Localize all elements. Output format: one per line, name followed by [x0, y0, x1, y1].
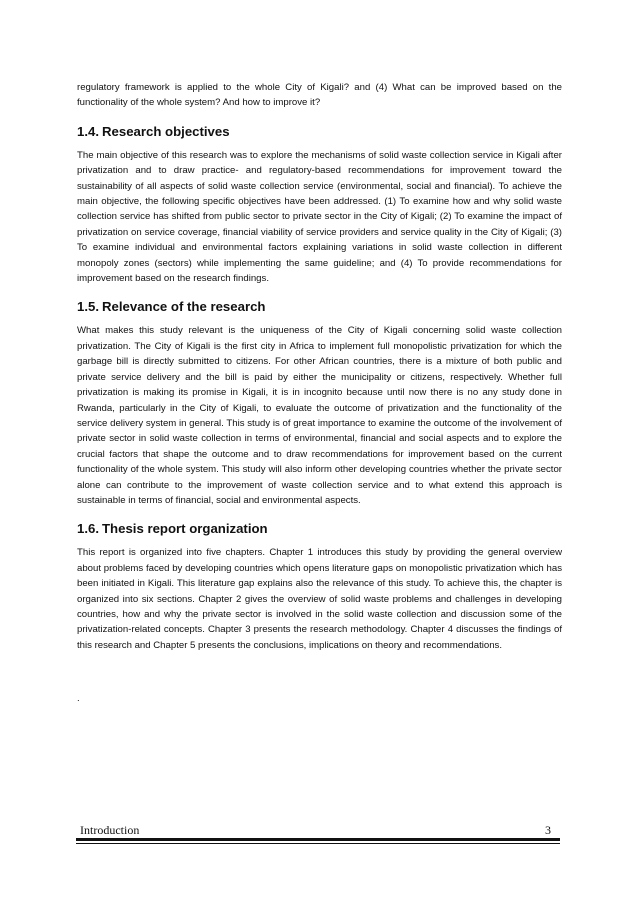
section-body-thesis-organization: This report is organized into five chapters. Chapter 1 introduces this study by providing the general overview about problems faced by developing countries which opens literature gaps on monopolistic privatization which has been initiated in Kigali. This literature gap explains also the relevance of this study. To achieve this, the chapter is organized into six sections. Chapter 2 gives the overview of solid waste problems and challenges in developing countries, how and why the private sector is involved in the solid waste collection and discussion some of the privatization-related concepts. Chapter 3 presents the research methodology. Chapter 4 discusses the findings of this research and Chapter 5 presents the conclusions, implications on theory and recommendations.: [77, 547, 562, 651]
section-number: 1.5.: [77, 299, 99, 315]
page-content: [77, 80, 562, 706]
section-title: Relevance of the research: [102, 299, 266, 315]
section-heading-relevance: [77, 299, 562, 315]
section-number: 1.4.: [77, 123, 99, 139]
section-body-relevance: What makes this study relevant is the uniqueness of the City of Kigali concerning solid waste collection privatization. The City of Kigali is the first city in Africa to implement full monopolistic privatization for which the garbage bill is directly submitted to citizens. For other African countries, there is a mixture of both public and private service delivery and the bill is paid by either the municipality or citizens, respectively. Whether full privatization is making its promise in Kigali, it is in incognito because until now there is no any study done in Rwanda, particularly in the City of Kigali, to evaluate the outcome of privatization and the functionality of the service delivery system in general. This study is of great importance to examine the outcome of the involvement of private sector in solid waste collection in terms of environmental, financial and social aspects and to explore the crucial factors that shape the outcome and to draw recommendations for improvement based on the current functionality of the whole system. This study will also inform other developing countries whether the private sector alone can contribute to the improvement of waste collection service and to what extend this approach is sustainable in terms of financial, social and environmental aspects.: [77, 325, 562, 506]
section-title: Research objectives: [102, 123, 230, 139]
trailing-mark: .: [77, 693, 80, 705]
section-number: 1.6.: [77, 521, 99, 537]
page-footer: [76, 820, 559, 840]
footer-rule-thick: [76, 838, 560, 841]
intro-paragraph: regulatory framework is applied to the whole City of Kigali? and (4) What can be improved based on the functionality of the whole system? And how to improve it?: [77, 82, 562, 109]
section-title: Thesis report organization: [102, 521, 268, 537]
footer-page-number: 3: [545, 823, 551, 837]
footer-chapter-label: Introduction: [80, 823, 140, 837]
section-body-research-objectives: The main objective of this research was to explore the mechanisms of solid waste collection service in Kigali after privatization and to draw practice- and regulatory-based recommendations for improvement toward the sustainability of all aspects of solid waste collection service (environmental, social and financial). To achieve the main objective, the following specific objectives have been addressed. (1) To examine how and why solid waste collection service has shifted from public sector to private sector in the City of Kigali; (2) To examine the impact of privatization on service coverage, financial viability of service providers and service quality in the City of Kigali; (3) To examine individual and environmental factors explaining variations in solid waste collection in different monopoly zones (sectors) while implementing the same guideline; and (4) To provide recommendations for improvement based on the research findings.: [77, 149, 562, 285]
section-heading-thesis-organization: [77, 521, 562, 537]
footer-rule-thin: [76, 843, 560, 844]
section-heading-research-objectives: [77, 124, 562, 140]
